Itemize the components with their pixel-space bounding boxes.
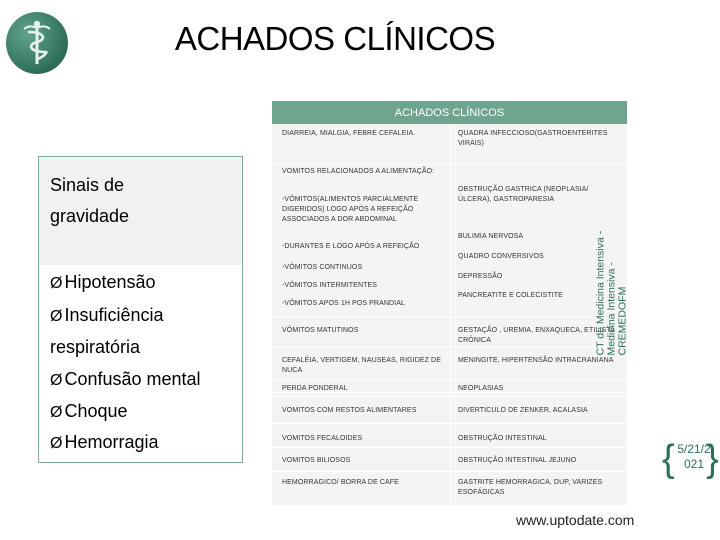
table-cell-condition: BULIMIA NERVOSA [458, 233, 524, 240]
severity-heading-line1: Sinais de [50, 175, 125, 195]
table-cell-condition: GESTAÇÃO , UREMIA, ENXAQUECA, ETILISTA CRÔNICA [458, 327, 615, 344]
table-cell-finding: PERDA PONDERAL [282, 385, 348, 392]
table-cell-finding: DIARREIA, MIALGIA, FEBRE CEFALEIA. [282, 130, 416, 137]
table-cell-condition: DIVERTICULO DE ZENKER, ACALASIA [458, 407, 588, 414]
severity-item-respiratory-cont: respiratória [50, 337, 141, 357]
table-cell-finding: -VÔMITOS CONTINUOS [282, 264, 363, 271]
table-cell-finding: HEMORRAGICO/ BORRA DE CAFE [282, 479, 399, 486]
page-title: ACHADOS CLÍNICOS [174, 20, 496, 57]
row-divider [272, 396, 627, 397]
slide-date-line: 5/21/2 [677, 442, 711, 456]
slide-date [670, 442, 718, 472]
row-divider [272, 471, 627, 472]
table-cell-finding: -VÔMITOS INTERMITENTES [282, 282, 378, 289]
table-cell-finding: -DURANTES E LOGO APÓS A REFEIÇÃO [282, 243, 420, 250]
arrow-bullet-icon: Ø [50, 308, 63, 325]
vertical-credit-line: CREMEDOFM [616, 286, 629, 356]
severity-item-label: Hipotensão [64, 272, 156, 292]
table-cell-finding: -VÔMITOS APOS 1H POS PRANDIAL [282, 300, 405, 307]
table-cell-finding: -VÔMITOS(ALIMENTOS PARCIALMENTE DIGERIDOS) LOGO APÓS A REFEIÇÃO ASSOCIADOS A DOR ABDOMINAL [282, 196, 419, 223]
table-cell-condition: OBSTRUÇÃO INTESTINAL JEJUNO [458, 457, 577, 464]
severity-item-hypotension [50, 272, 156, 293]
arrow-bullet-icon: Ø [50, 404, 63, 421]
vertical-credit-text [594, 230, 720, 356]
right-brace-icon: } [706, 438, 719, 480]
severity-item-label: Insuficiência [64, 305, 164, 325]
table-cell-finding: VOMITOS COM RESTOS ALIMENTARES [282, 407, 417, 414]
table-cell-finding: VOMITOS RELACIONADOS A ALIMENTAÇÃO: [282, 168, 435, 175]
table-header [272, 101, 627, 124]
source-link[interactable]: www.uptodate.com [516, 512, 635, 528]
arrow-bullet-icon: Ø [50, 372, 63, 389]
table-cell-condition: QUADRA INFECCIOSO(GASTROENTERITES VIRAIS) [458, 130, 608, 147]
arrow-bullet-icon: Ø [50, 275, 63, 292]
arrow-bullet-icon: Ø [50, 435, 63, 452]
table-cell-finding: VOMITOS BILIOSOS [282, 457, 351, 464]
table-cell-condition: GASTRITE HEMORRAGICA, DUP, VARIZES ESOFÁGICAS [458, 479, 603, 496]
severity-item-mental-confusion [50, 369, 201, 390]
row-divider [272, 346, 627, 347]
vertical-credit-line: Medicina Intensiva - [605, 262, 618, 356]
table-cell-condition: NEOPLASIAS [458, 385, 504, 392]
table-cell-condition: DEPRESSÃO [458, 273, 503, 280]
table-header-label: ACHADOS CLÍNICOS [394, 107, 505, 119]
vertical-credit-line: CT de Medicina Intensiva - [594, 230, 607, 356]
severity-item-label: Confusão mental [64, 369, 201, 389]
table-cell-finding: CEFALÉIA, VERTIGEM, NAUSEAS, RIGIDEZ DE NUCA [282, 357, 441, 374]
table-cell-finding: VOMITOS FECALOIDES [282, 435, 363, 442]
row-divider [272, 380, 627, 381]
severity-item-label: Hemorragia [64, 432, 159, 452]
row-divider [272, 423, 627, 424]
severity-item-hemorrhage [50, 432, 159, 453]
table-cell-condition: OBSTRUÇÃO INTESTINAL [458, 435, 547, 442]
severity-item-respiratory-insufficiency [50, 305, 164, 326]
severity-item-shock [50, 401, 128, 422]
row-divider [272, 164, 627, 165]
table-cell-finding: VÔMITOS MATUTINOS [282, 327, 359, 334]
clinical-findings-table [272, 101, 627, 505]
severity-heading-line2: gravidade [50, 206, 130, 226]
left-brace-icon: { [662, 438, 675, 480]
table-cell-condition: OBSTRUÇÃO GASTRICA (NEOPLASIA/ÚLCERA), GASTROPARESIA [458, 186, 589, 203]
table-cell-condition: QUADRO CONVERSIVOS [458, 253, 544, 260]
row-divider [272, 317, 627, 318]
row-divider [272, 447, 627, 448]
table-cell-condition: MENINGITE, HIPERTENSÃO INTRACRANIANA [458, 357, 614, 364]
severity-item-label: Choque [64, 401, 128, 421]
slide-date-line: 021 [683, 457, 705, 471]
table-cell-condition: PANCREATITE E COLECISTITE [458, 292, 563, 299]
